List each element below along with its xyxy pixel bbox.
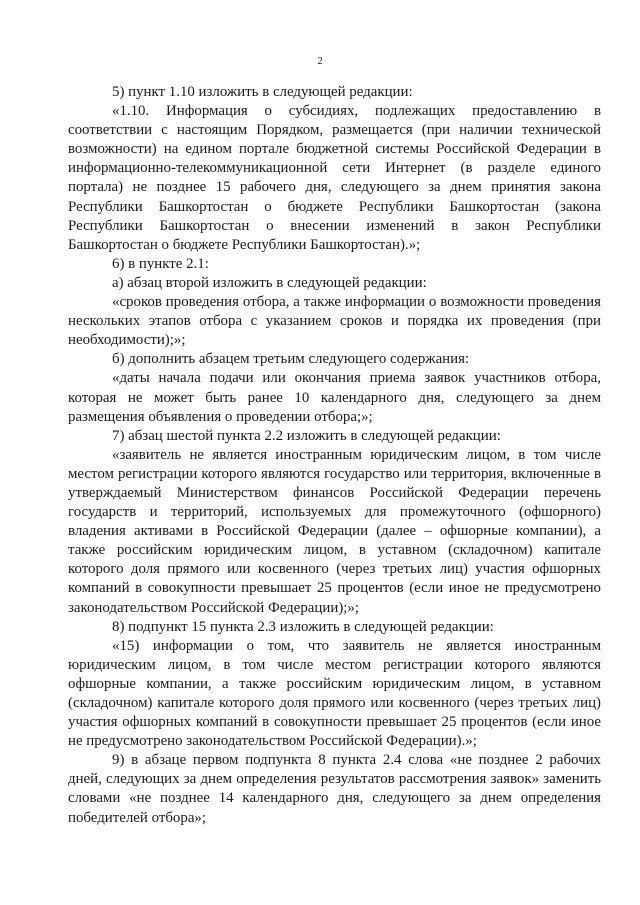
paragraph-item-8-heading: 8) подпункт 15 пункта 2.3 изложить в следующей редакции: (112, 618, 494, 635)
paragraph-item-5-heading: 5) пункт 1.10 изложить в следующей редакции: (112, 84, 413, 100)
paragraph-item-6a-text: «сроков проведения отбора, а также информации о возможности проведения нескольких этапов отбора с указанием сроков и порядка их проведения (при необходимости);»; (68, 294, 601, 349)
paragraph-item-7-text: «заявитель не является иностранным юридическим лицом, в том числе местом регистрации которого являются государство или территория, включенные в утверждаемый Министерством финансов Российской Федерации перечень государств и территорий, используемых для промежуточного (офшорного) владения активами в Российской Федерации (далее – офшорные компании), а также российским юридическим лицом, в уставном (складочном) капитале которого доля прямого или косвенного (через третьих лиц) участия офшорных компаний в совокупности превышает 25 процентов (если иное не предусмотрено законодательством Российской Федерации);»; (68, 446, 601, 616)
paragraph-item-6-heading: 6) в пункте 2.1: (112, 255, 209, 272)
paragraph-item-6b-text: «даты начала подачи или окончания приема заявок участников отбора, которая не может быть ранее 10 календарного дня, следующего за днем размещения объявления о проведении отбора;»; (68, 370, 601, 425)
paragraph-item-8-text: «15) информации о том, что заявитель не является иностранным юридическим лицом, в том числе местом регистрации которого являются офшорные компании, а также российским юридическим лицом, в уставном (складочном) капитале которого доля прямого или косвенного (через третьих лиц) участия офшорных компаний в совокупности превышает 25 процентов (если иное не предусмотрено законодательством Российской Федерации).»; (68, 637, 601, 750)
paragraph-item-7-heading: 7) абзац шестой пункта 2.2 изложить в следующей редакции: (112, 427, 501, 444)
paragraph-item-1-10-text: «1.10. Информация о субсидиях, подлежащих предоставлению в соответствии с настоящим Порядком, размещается (при наличии технической возможности) на едином портале бюджетной системы Российской Федерации в информационно-телекоммуникационной сети Интернет (в разделе единого портала) не позднее 15 рабочего дня, следующего за днем принятия закона Республики Башкортостан о бюджете Республики Башкортостан (закона Республики Башкортостан о внесении изменений в закон Республики Башкортостан о бюджете Республики Башкортостан).»; (68, 103, 601, 253)
document-body (68, 83, 601, 828)
paragraph-item-9-text: 9) в абзаце первом подпункта 8 пункта 2.4 слова «не позднее 2 рабочих дней, следующих за днем определения результатов рассмотрения заявок» заменить словами «не позднее 14 календарного дня, следующего за днем определения победителей отбора»; (68, 752, 601, 826)
paragraph-item-6b-heading: б) дополнить абзацем третьим следующего содержания: (112, 351, 470, 368)
page-number: 2 (317, 55, 323, 67)
paragraph-item-6a-heading: а) абзац второй изложить в следующей редакции: (112, 274, 427, 291)
